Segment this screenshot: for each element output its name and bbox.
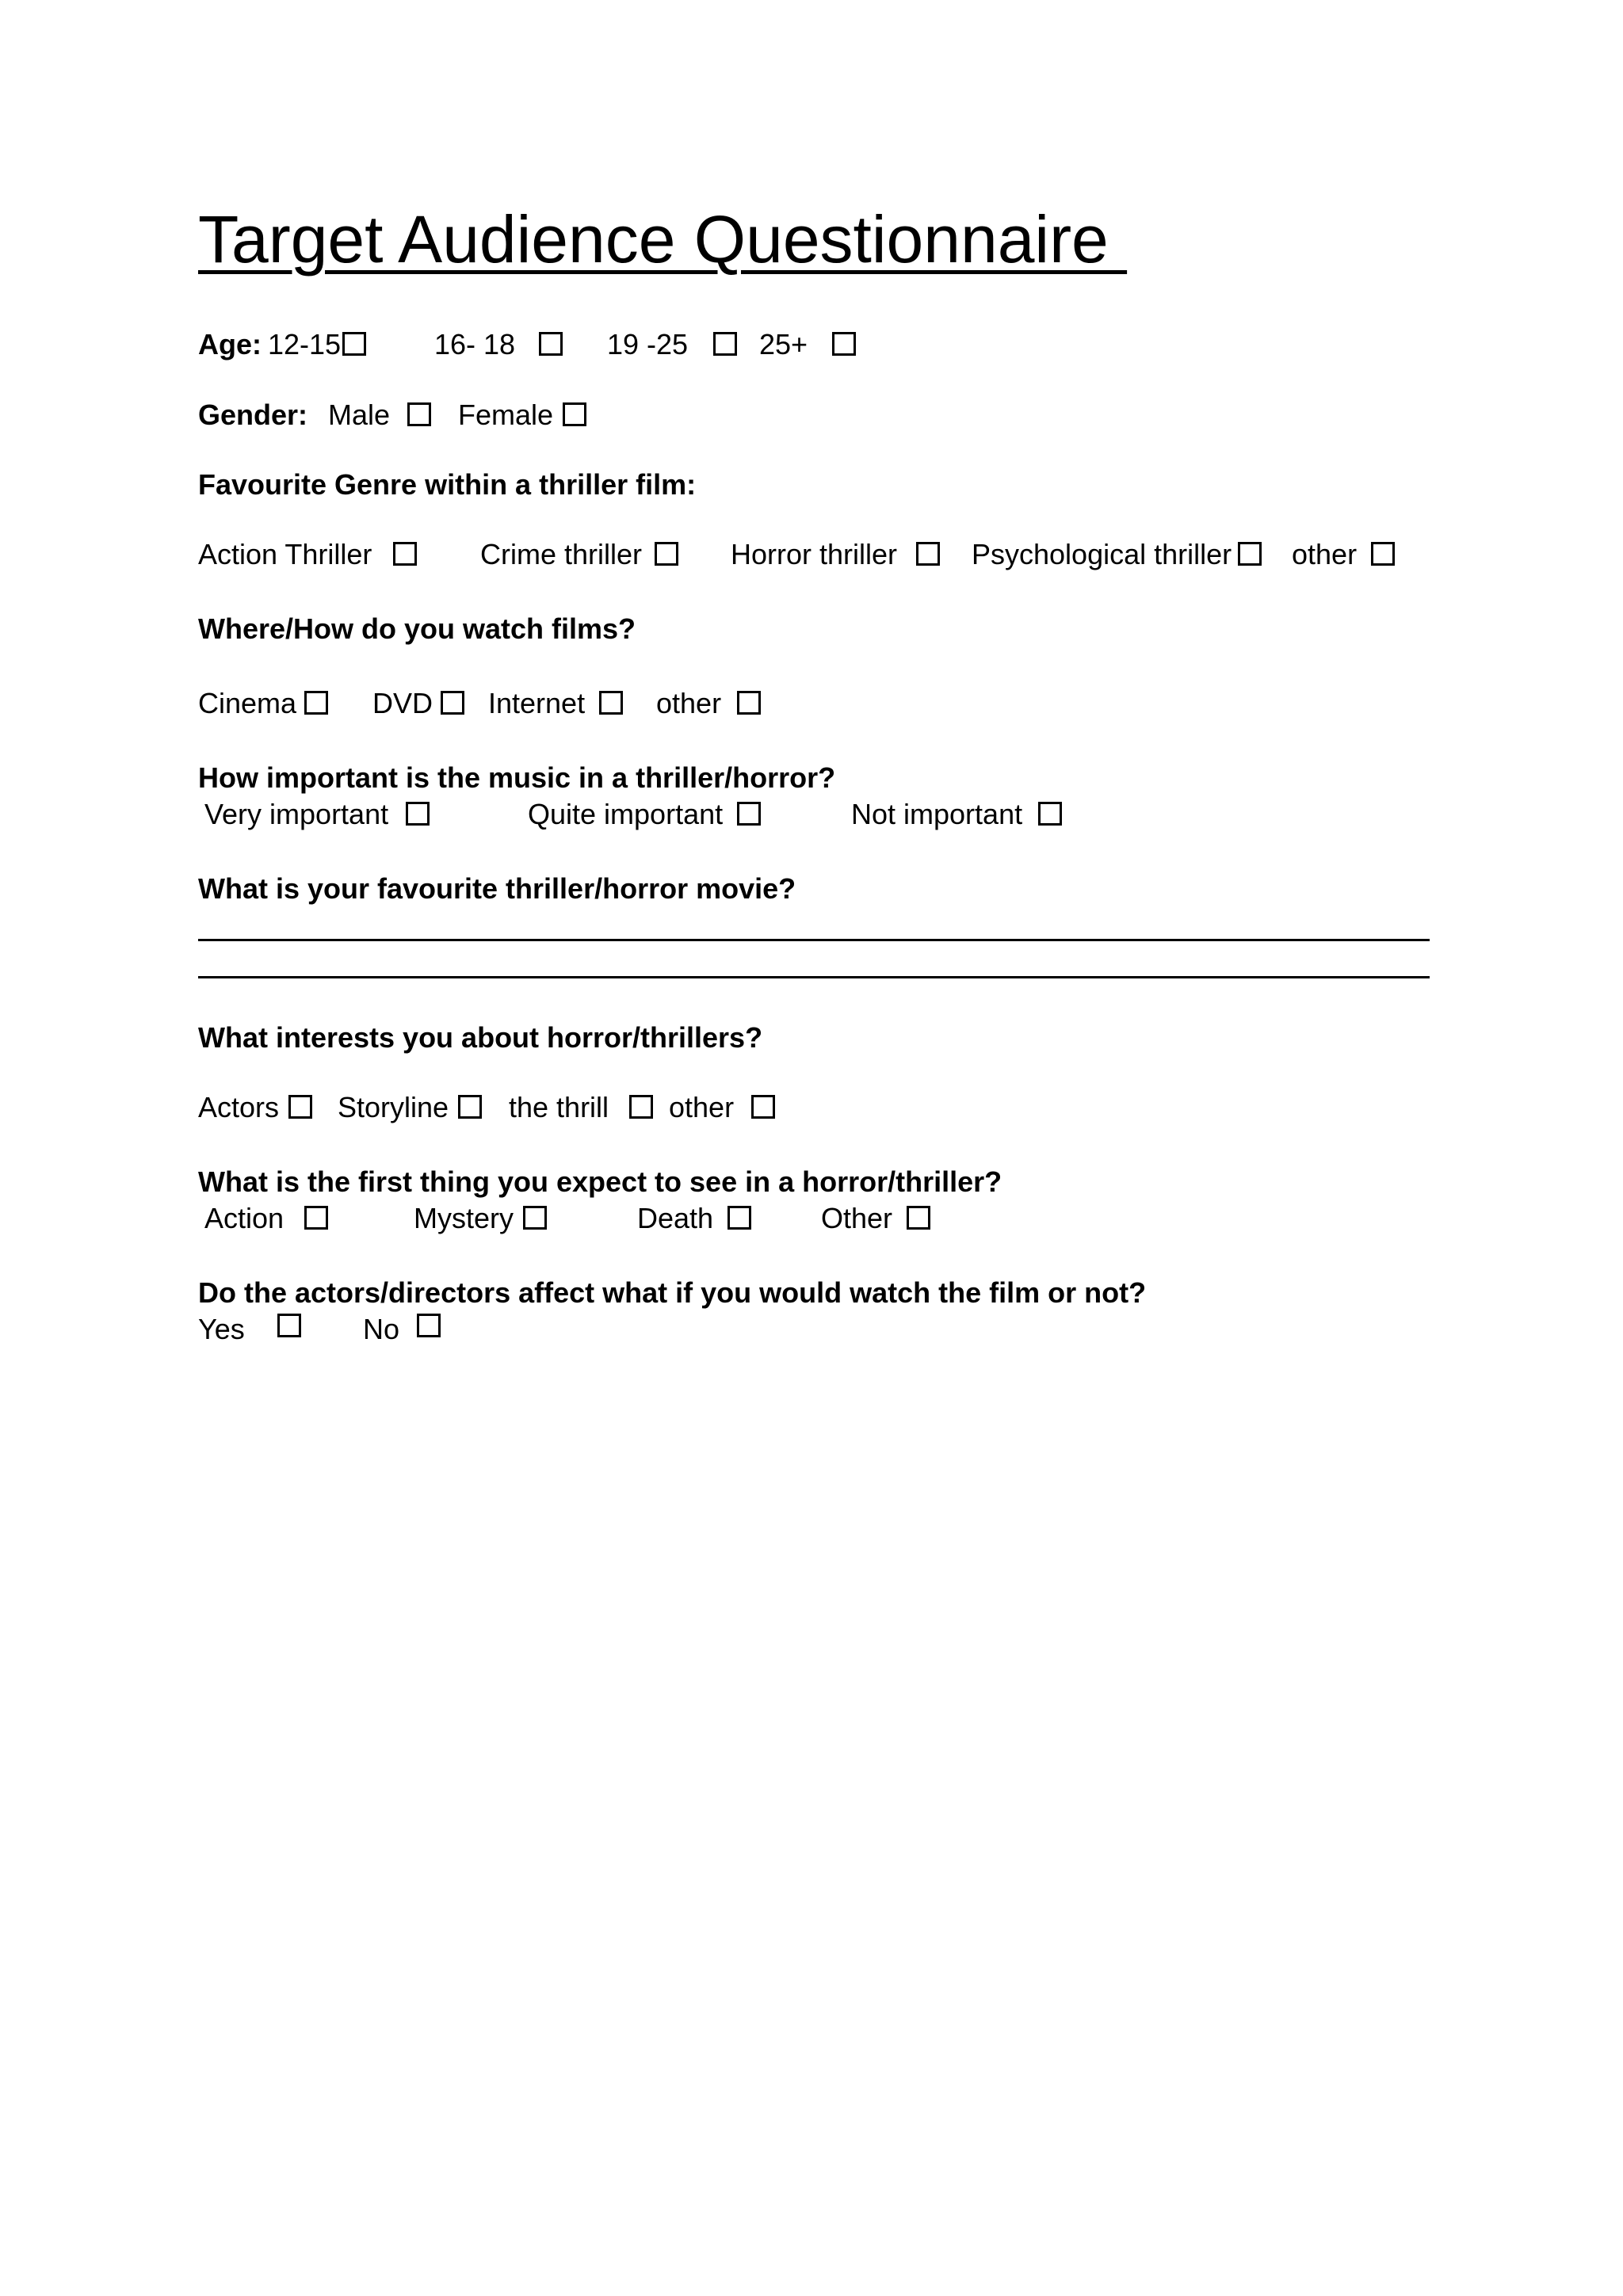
first-thing-action-checkbox[interactable] [304,1206,328,1230]
interests-actors-checkbox[interactable] [288,1095,312,1119]
age-25-plus-checkbox[interactable] [832,332,856,356]
watch-internet-checkbox[interactable] [599,691,623,715]
watch-dvd-label: DVD [372,687,433,719]
actors-directors-no-checkbox[interactable] [417,1314,441,1337]
watch-cinema-label: Cinema [198,687,297,719]
age-option-25-plus-label: 25+ [759,328,808,360]
genre-horror-thriller-label: Horror thriller [731,538,898,570]
genre-action-thriller-checkbox[interactable] [393,542,417,566]
genre-crime-thriller-label: Crime thriller [480,538,643,570]
interests-storyline-label: Storyline [338,1091,449,1123]
actors-directors-question-row [198,1276,1147,1309]
interests-actors-label: Actors [198,1091,280,1123]
age-16-18-checkbox[interactable] [539,332,563,356]
favourite-movie-answer-line-1[interactable] [198,939,1430,941]
music-question-row [198,761,836,794]
gender-label: Gender: [198,399,308,431]
actors-directors-question: Do the actors/directors affect what if you would watch the film or not? [198,1276,1147,1309]
page-title: Target Audience Questionnaire [198,202,1128,277]
first-thing-options-row [198,1202,893,1234]
interests-options-row [198,1091,735,1123]
music-very-important-label: Very important [204,798,389,830]
genre-other-label: other [1292,538,1358,570]
interests-question-row [198,1021,763,1054]
first-thing-question-row [198,1165,1002,1198]
interests-other-checkbox[interactable] [751,1095,775,1119]
genre-question-row [198,468,697,501]
actors-directors-yes-checkbox[interactable] [277,1314,301,1337]
watch-other-label: other [656,687,722,719]
genre-psychological-thriller-label: Psychological thriller [972,538,1232,570]
genre-action-thriller-label: Action Thriller [198,538,372,570]
favourite-movie-answer-line-2[interactable] [198,976,1430,978]
genre-psychological-thriller-checkbox[interactable] [1238,542,1262,566]
interests-storyline-checkbox[interactable] [458,1095,482,1119]
watch-other-checkbox[interactable] [737,691,761,715]
first-thing-other-label: Other [821,1202,893,1234]
gender-female-label: Female [458,399,554,431]
age-label: Age: [198,328,262,360]
first-thing-question: What is the first thing you expect to see in a horror/thriller? [198,1165,1002,1198]
first-thing-mystery-checkbox[interactable] [523,1206,547,1230]
music-not-important-label: Not important [851,798,1023,830]
first-thing-other-checkbox[interactable] [907,1206,930,1230]
gender-row [198,399,554,431]
interests-the-thrill-checkbox[interactable] [629,1095,653,1119]
watch-question: Where/How do you watch films? [198,612,636,645]
watch-cinema-checkbox[interactable] [304,691,328,715]
age-12-15-checkbox[interactable] [342,332,366,356]
genre-horror-thriller-checkbox[interactable] [916,542,940,566]
first-thing-death-label: Death [637,1202,714,1234]
first-thing-action-label: Action [204,1202,285,1234]
gender-female-checkbox[interactable] [563,402,586,426]
age-option-16-18-label: 16- 18 [434,328,516,360]
watch-options-row [198,687,722,719]
interests-other-label: other [669,1091,735,1123]
age-option-12-15-label: 12-15 [268,328,342,360]
age-row [198,328,808,360]
interests-the-thrill-label: the thrill [509,1091,609,1123]
favourite-movie-question-row [198,872,796,905]
genre-question: Favourite Genre within a thriller film: [198,468,697,501]
actors-directors-options-row [198,1313,400,1345]
watch-dvd-checkbox[interactable] [441,691,464,715]
actors-directors-no-label: No [363,1313,400,1345]
music-options-row [198,798,1023,830]
favourite-movie-question: What is your favourite thriller/horror movie? [198,872,796,905]
genre-crime-thriller-checkbox[interactable] [655,542,678,566]
music-question: How important is the music in a thriller/horror? [198,761,836,794]
age-option-19-25-label: 19 -25 [607,328,689,360]
gender-male-label: Male [328,399,391,431]
first-thing-mystery-label: Mystery [414,1202,514,1234]
music-quite-important-label: Quite important [528,798,724,830]
actors-directors-yes-label: Yes [198,1313,245,1345]
music-not-important-checkbox[interactable] [1038,802,1062,826]
gender-male-checkbox[interactable] [407,402,431,426]
first-thing-death-checkbox[interactable] [727,1206,751,1230]
interests-question: What interests you about horror/thrillers? [198,1021,763,1054]
music-very-important-checkbox[interactable] [406,802,430,826]
age-19-25-checkbox[interactable] [713,332,737,356]
watch-question-row [198,612,636,645]
genre-options-row [198,538,1358,570]
music-quite-important-checkbox[interactable] [737,802,761,826]
genre-other-checkbox[interactable] [1371,542,1395,566]
watch-internet-label: Internet [488,687,586,719]
